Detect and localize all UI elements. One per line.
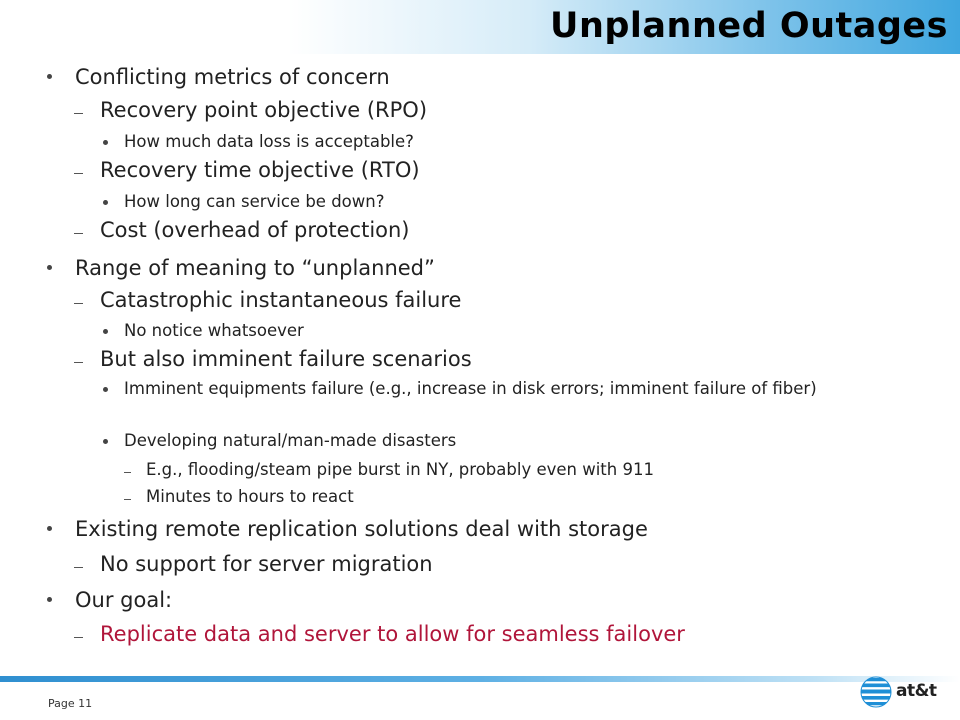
bullet-text: No notice whatsoever: [124, 321, 304, 340]
bullet-text: Range of meaning to “unplanned”: [75, 256, 435, 280]
footer-divider: [0, 676, 960, 682]
bullet-dash-icon: [74, 637, 83, 638]
att-logo: [860, 672, 950, 712]
bullet-text: Our goal:: [75, 588, 173, 612]
bullet-dash-icon: [74, 173, 83, 174]
bullet-dot-icon: [103, 200, 108, 205]
logo-text: at&t: [896, 681, 937, 701]
bullet-dash-icon: [74, 233, 83, 234]
page-number: Page 11: [48, 697, 93, 710]
bullet-dash-icon: [74, 113, 83, 114]
slide-title: Unplanned Outages: [550, 6, 948, 46]
bullet-dash-icon: [124, 499, 131, 500]
bullet-dot-icon: [103, 439, 108, 444]
bullet-dot-icon: [103, 387, 108, 392]
bullet-text: E.g., flooding/steam pipe burst in NY, probably even with 911: [146, 460, 654, 479]
bullet-text: Existing remote replication solutions deal with storage: [75, 517, 648, 541]
bullet-text: But also imminent failure scenarios: [100, 347, 472, 371]
bullet-dash-icon: [74, 303, 83, 304]
bullet-text: Recovery time objective (RTO): [100, 158, 420, 182]
bullet-text: Conflicting metrics of concern: [75, 65, 390, 89]
goal-text: Replicate data and server to allow for seamless failover: [100, 622, 685, 646]
bullet-text: How much data loss is acceptable?: [124, 132, 414, 151]
bullet-dash-icon: [124, 472, 131, 473]
bullet-dot-icon: [47, 74, 52, 79]
bullet-text: Cost (overhead of protection): [100, 218, 410, 242]
bullet-dot-icon: [47, 526, 52, 531]
bullet-text: Catastrophic instantaneous failure: [100, 288, 462, 312]
bullet-dot-icon: [47, 597, 52, 602]
bullet-dot-icon: [103, 140, 108, 145]
bullet-dash-icon: [74, 362, 83, 363]
att-globe-icon: [860, 676, 892, 708]
bullet-dot-icon: [103, 329, 108, 334]
bullet-dash-icon: [74, 567, 83, 568]
bullet-text: Minutes to hours to react: [146, 487, 354, 506]
bullet-text: Imminent equipments failure (e.g., increase in disk errors; imminent failure of fiber): [124, 379, 817, 398]
bullet-dot-icon: [47, 265, 52, 270]
bullet-text: Recovery point objective (RPO): [100, 98, 428, 122]
bullet-text: How long can service be down?: [124, 192, 385, 211]
bullet-text: No support for server migration: [100, 552, 433, 576]
bullet-text: Developing natural/man-made disasters: [124, 431, 457, 450]
